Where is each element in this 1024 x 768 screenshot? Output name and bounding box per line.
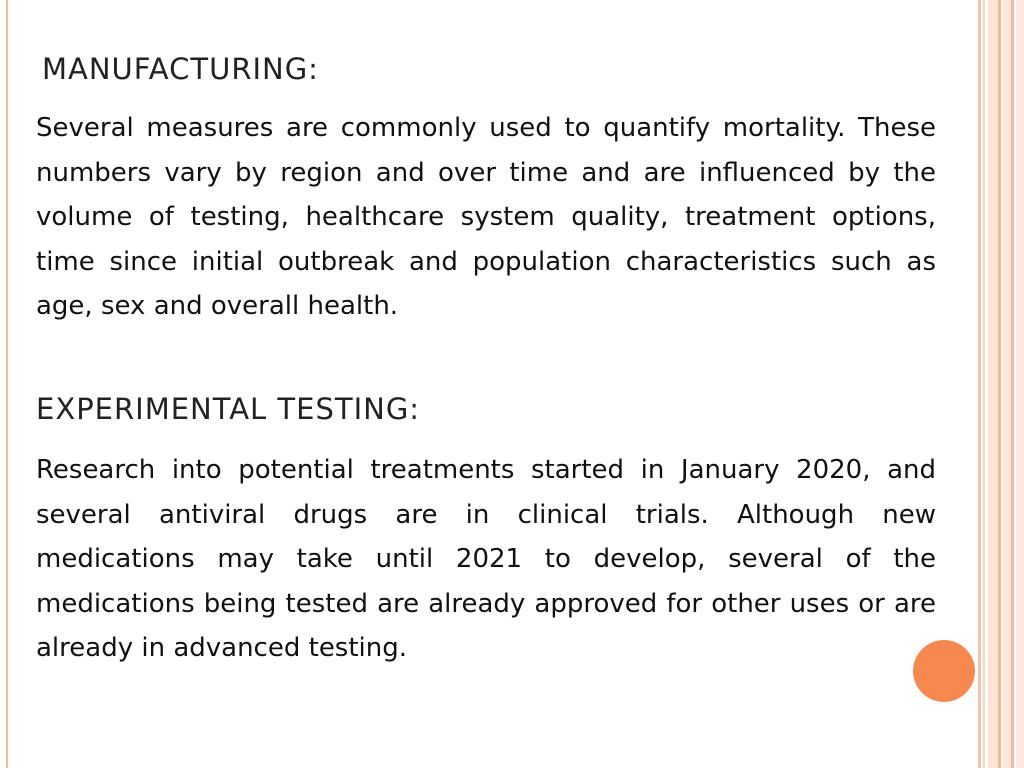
- decorative-stripe: [998, 0, 1001, 768]
- section-body-manufacturing: Several measures are commonly used to quantify mortality. These numbers vary by region and over time and are influenced by the volume of testing, healthcare system quality, treatment options, time since initial outbreak and population characteristics such as age, sex and overall health.: [36, 113, 936, 321]
- decorative-stripe: [1011, 0, 1014, 768]
- decorative-stripe: [983, 0, 985, 768]
- section-heading-experimental-testing: EXPERIMENTAL TESTING:: [36, 392, 421, 426]
- decorative-stripe: [1016, 0, 1024, 768]
- decorative-stripe: [988, 0, 998, 768]
- left-border-line: [6, 0, 8, 768]
- section-heading-manufacturing: MANUFACTURING:: [42, 52, 319, 86]
- decorative-stripe: [978, 0, 981, 768]
- decorative-circle: [913, 640, 975, 702]
- section-body-experimental-testing: Research into potential treatments started in January 2020, and several antiviral drugs are in clinical trials. Although new medications may take until 2021 to develop, several of the medications being tested are already approved for other uses or are already in advanced testing.: [36, 455, 936, 663]
- decorative-stripe: [1003, 0, 1011, 768]
